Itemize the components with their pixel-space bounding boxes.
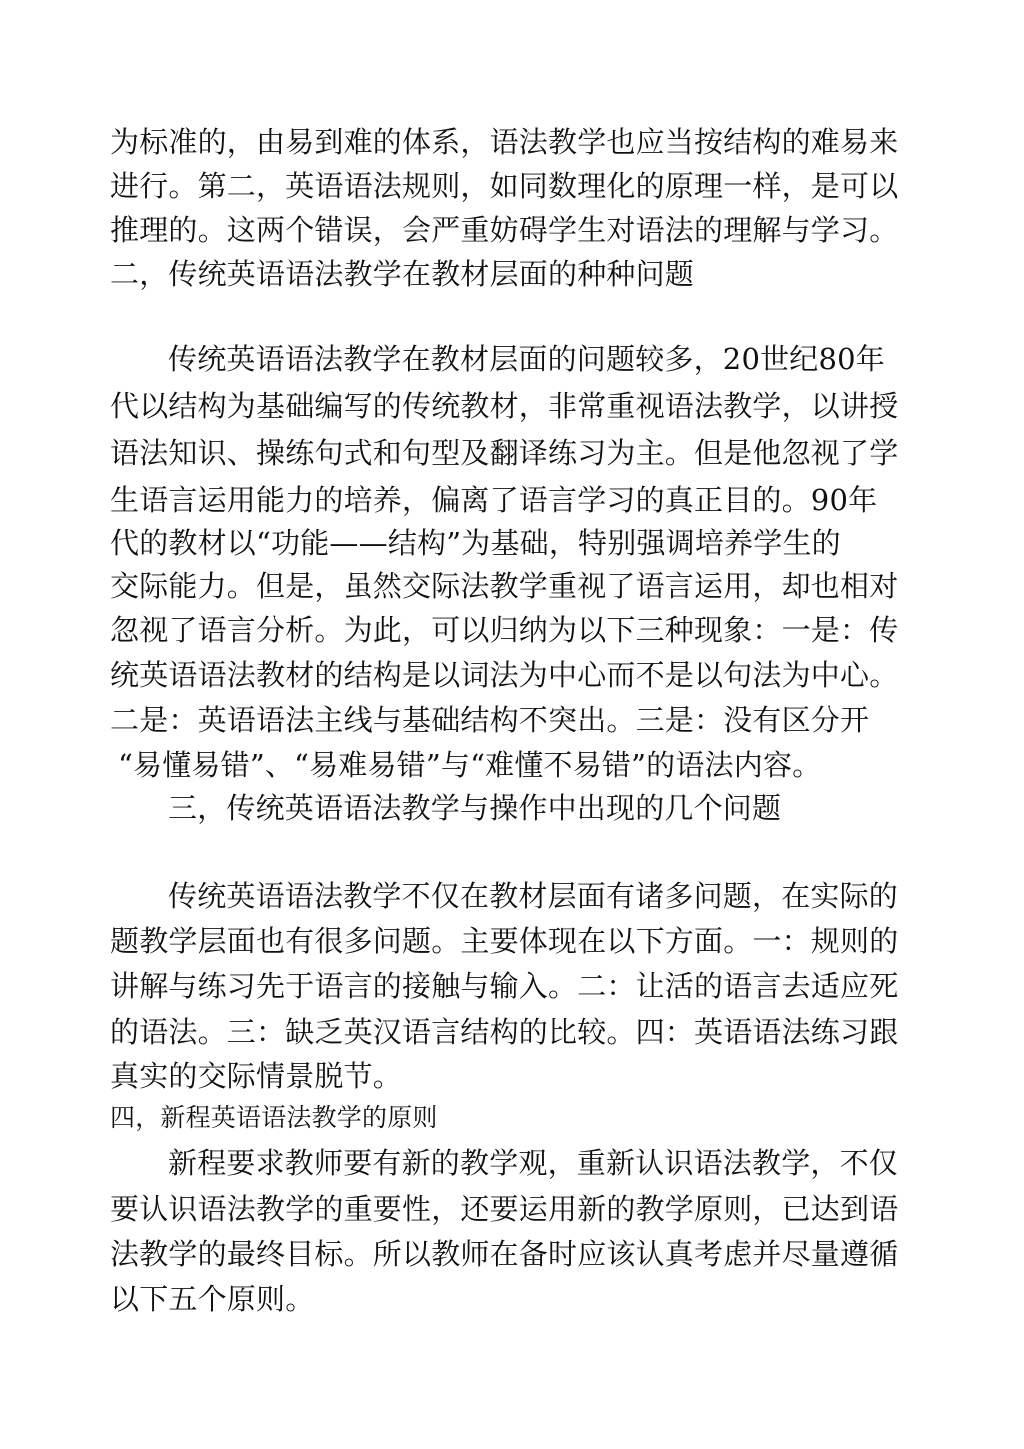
section-heading-4: 四，新程英语语法教学的原则 (110, 1103, 438, 1132)
paragraph-line: 题教学层面也有很多问题。主要体现在以下方面。一：规则的 (110, 924, 899, 958)
section-heading-2: 二，传统英语语法教学在教材层面的种种问题 (110, 257, 695, 291)
paragraph-line: 传统英语语法教学在教材层面的问题较多，20世纪80年 (168, 342, 886, 376)
paragraph-line: 讲解与练习先于语言的接触与输入。二：让活的语言去适应死 (110, 969, 899, 1003)
paragraph-line: 的语法。三：缺乏英汉语言结构的比较。四：英语语法练习跟 (110, 1015, 899, 1049)
paragraph-line: 语法知识、操练句式和句型及翻译练习为主。但是他忽视了学 (110, 436, 899, 470)
paragraph-line: 代以结构为基础编写的传统教材，非常重视语法教学，以讲授 (110, 389, 899, 423)
paragraph-line: 真实的交际情景脱节。 (110, 1059, 403, 1093)
paragraph-line: 新程要求教师要有新的教学观，重新认识语法教学，不仅 (168, 1146, 899, 1180)
section-heading-3: 三，传统英语语法教学与操作中出现的几个问题 (168, 791, 782, 825)
paragraph-line: 二是：英语语法主线与基础结构不突出。三是：没有区分开 (110, 703, 870, 737)
paragraph-line: 生语言运用能力的培养，偏离了语言学习的真正目的。90年 (110, 483, 878, 517)
paragraph-line: 推理的。这两个错误，会严重妨碍学生对语法的理解与学习。 (110, 213, 899, 247)
paragraph-line: 传统英语语法教学不仅在教材层面有诸多问题，在实际的 (168, 879, 899, 913)
paragraph-line: 要认识语法教学的重要性，还要运用新的教学原则，已达到语 (110, 1192, 899, 1226)
paragraph-line: 法教学的最终目标。所以教师在备时应该认真考虑并尽量遵循 (110, 1237, 899, 1271)
paragraph-line: 为标准的，由易到难的体系，语法教学也应当按结构的难易来 (110, 125, 899, 159)
paragraph-line: 忽视了语言分析。为此，可以归纳为以下三种现象：一是：传 (110, 613, 899, 647)
paragraph-line: 交际能力。但是，虽然交际法教学重视了语言运用，却也相对 (110, 569, 899, 603)
paragraph-line: 统英语语法教材的结构是以词法为中心而不是以句法为中心。 (110, 658, 899, 692)
paragraph-line: “易懂易错”、“易难易错”与“难懂不易错”的语法内容。 (118, 748, 822, 782)
paragraph-line: 代的教材以“功能——结构”为基础，特别强调培养学生的 (110, 526, 841, 560)
paragraph-line: 进行。第二，英语语法规则，如同数理化的原理一样，是可以 (110, 169, 899, 203)
paragraph-line: 以下五个原则。 (110, 1282, 315, 1316)
